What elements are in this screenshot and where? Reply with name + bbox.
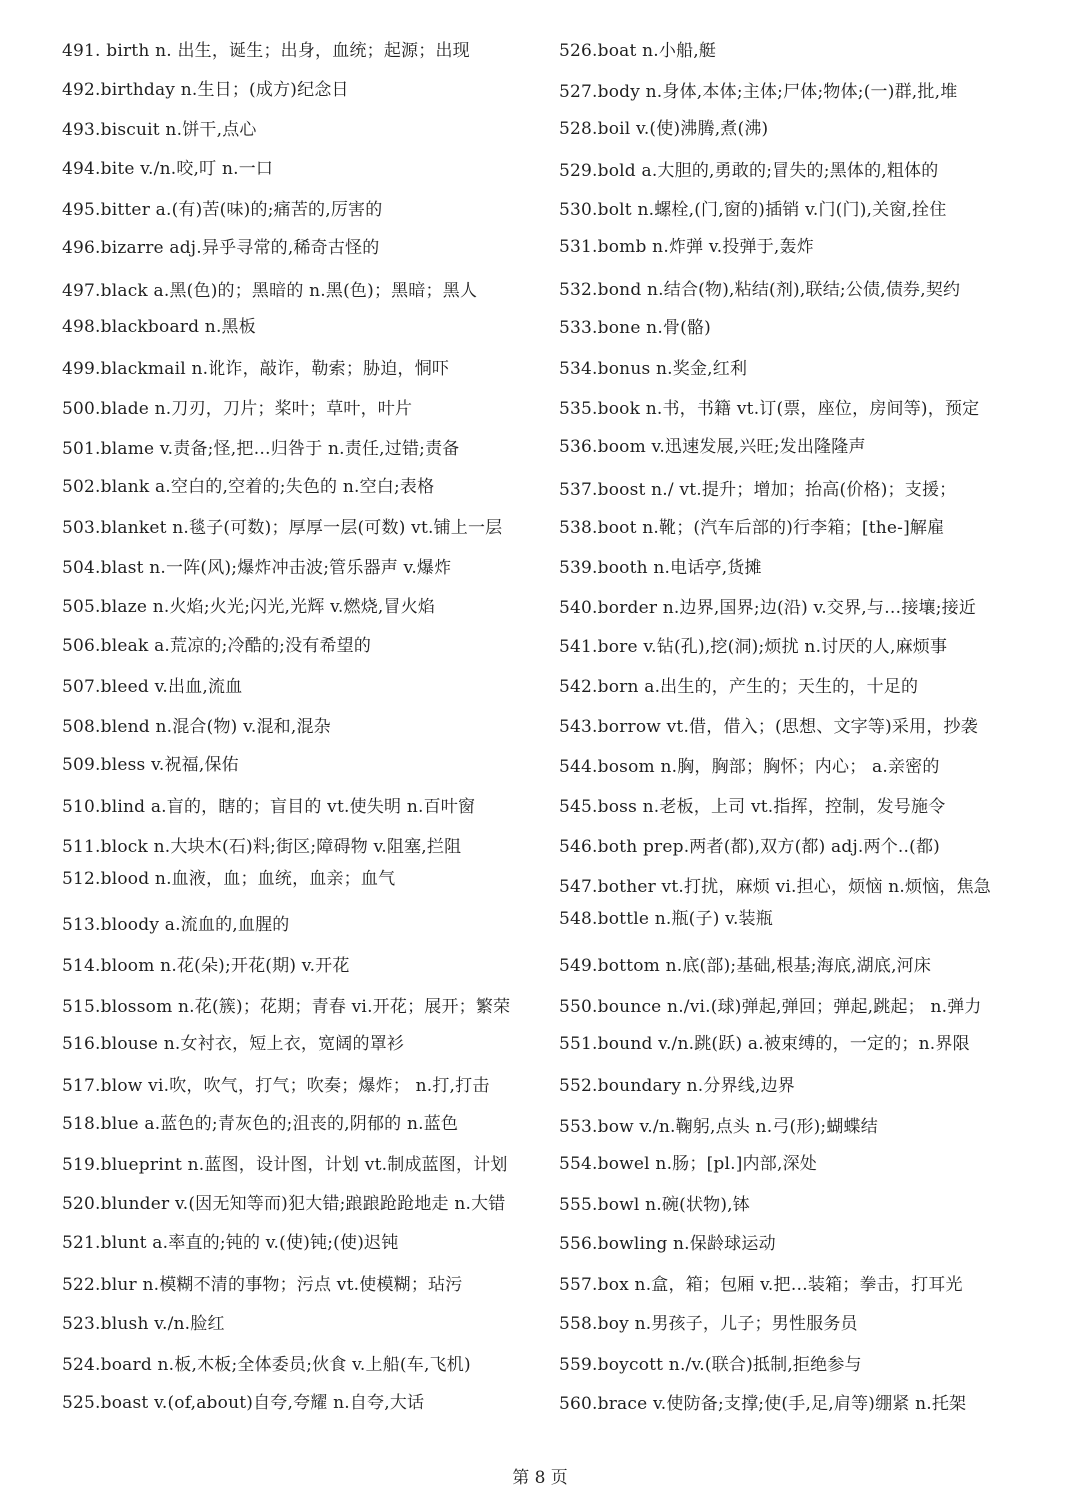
vocab-entry: 558.boy n.男孩子，儿子；男性服务员 [559, 1314, 858, 1334]
vocab-entry: 493.biscuit n.饼干,点心 [62, 120, 257, 140]
vocab-entry: 525.boast v.(of,about)自夸,夸耀 n.自夸,大话 [62, 1393, 425, 1413]
vocab-entry: 521.blunt a.率直的;钝的 v.(使)钝;(使)迟钝 [62, 1233, 399, 1253]
vocab-entry: 498.blackboard n.黑板 [62, 317, 256, 337]
vocab-entry: 523.blush v./n.脸红 [62, 1314, 225, 1334]
vocab-entry: 533.bone n.骨(骼) [559, 318, 711, 338]
vocab-entry: 510.blind a.盲的，瞎的；盲目的 vt.使失明 n.百叶窗 [62, 797, 476, 817]
vocab-entry: 538.boot n.靴；(汽车后部的)行李箱；[the-]解雇 [559, 518, 945, 538]
vocab-entry: 504.blast n.一阵(风);爆炸冲击波;管乐器声 v.爆炸 [62, 558, 452, 578]
vocab-entry: 499.blackmail n.讹诈，敲诈，勒索；胁迫，恫吓 [62, 359, 450, 379]
vocab-entry: 527.body n.身体,本体;主体;尸体;物体;(一)群,批,堆 [559, 82, 958, 102]
vocab-entry: 503.blanket n.毯子(可数)；厚厚一层(可数) vt.铺上一层 [62, 518, 503, 538]
vocab-entry: 514.bloom n.花(朵);开花(期) v.开花 [62, 956, 350, 976]
vocab-entry: 555.bowl n.碗(状物),钵 [559, 1195, 750, 1215]
vocab-entry: 549.bottom n.底(部);基础,根基;海底,湖底,河床 [559, 956, 932, 976]
vocab-entry: 556.bowling n.保龄球运动 [559, 1234, 776, 1254]
vocab-entry: 541.bore v.钻(孔),挖(洞);烦扰 n.讨厌的人,麻烦事 [559, 637, 948, 657]
vocab-entry: 518.blue a.蓝色的;青灰色的;沮丧的,阴郁的 n.蓝色 [62, 1114, 459, 1134]
vocab-entry: 526.boat n.小船,艇 [559, 41, 717, 61]
vocab-entry: 500.blade n.刀刃，刀片；桨叶；草叶，叶片 [62, 399, 413, 419]
vocab-entry: 545.boss n.老板，上司 vt.指挥，控制，发号施令 [559, 797, 946, 817]
vocab-entry: 515.blossom n.花(簇)；花期；青春 vi.开花；展开；繁荣 [62, 997, 511, 1017]
vocab-entry: 508.blend n.混合(物) v.混和,混杂 [62, 717, 331, 737]
vocab-entry: 552.boundary n.分界线,边界 [559, 1076, 795, 1096]
vocab-entry: 551.bound v./n.跳(跃) a.被束缚的，一定的；n.界限 [559, 1034, 970, 1054]
vocab-entry: 537.boost n./ vt.提升；增加；抬高(价格)；支援； [559, 480, 957, 500]
vocab-entry: 559.boycott n./v.(联合)抵制,拒绝参与 [559, 1355, 862, 1375]
vocab-entry: 560.brace v.使防备;支撑;使(手,足,肩等)绷紧 n.托架 [559, 1394, 967, 1414]
vocab-entry: 528.boil v.(使)沸腾,煮(沸) [559, 119, 769, 139]
vocab-entry: 534.bonus n.奖金,红利 [559, 359, 748, 379]
vocab-entry: 540.border n.边界,国界;边(沿) v.交界,与…接壤;接近 [559, 598, 977, 618]
vocab-entry: 505.blaze n.火焰;火光;闪光,光辉 v.燃烧,冒火焰 [62, 597, 436, 617]
vocab-entry: 532.bond n.结合(物),粘结(剂),联结;公债,债券,契约 [559, 280, 961, 300]
vocab-entry: 506.bleak a.荒凉的;冷酷的;没有希望的 [62, 636, 372, 656]
vocab-entry: 512.blood n.血液，血；血统，血亲；血气 [62, 869, 396, 889]
vocab-entry: 543.borrow vt.借，借入；(思想、文字等)采用，抄袭 [559, 717, 978, 737]
vocab-entry: 516.blouse n.女衬衣，短上衣，宽阔的罩衫 [62, 1034, 405, 1054]
vocab-entry: 530.bolt n.螺栓,(门,窗的)插销 v.门(门),关窗,拴住 [559, 200, 947, 220]
vocab-entry: 531.bomb n.炸弹 v.投弹于,轰炸 [559, 237, 814, 257]
vocab-entry: 509.bless v.祝福,保佑 [62, 755, 239, 775]
vocab-entry: 553.bow v./n.鞠躬,点头 n.弓(形);蝴蝶结 [559, 1117, 878, 1137]
vocab-entry: 495.bitter a.(有)苦(味)的;痛苦的,厉害的 [62, 200, 383, 220]
vocab-entry: 547.bother vt.打扰，麻烦 vi.担心，烦恼 n.烦恼，焦急 [559, 877, 991, 897]
vocab-entry: 501.blame v.责备;怪,把…归咎于 n.责任,过错;责备 [62, 439, 460, 459]
vocab-entry: 492.birthday n.生日；(成方)纪念日 [62, 80, 349, 100]
vocab-entry: 535.book n.书，书籍 vt.订(票，座位，房间等)，预定 [559, 399, 980, 419]
vocab-entry: 550.bounce n./vi.(球)弹起,弹回；弹起,跳起； n.弹力 [559, 997, 982, 1017]
vocab-entry: 548.bottle n.瓶(子) v.装瓶 [559, 909, 773, 929]
vocab-entry: 539.booth n.电话亭,货摊 [559, 558, 762, 578]
vocab-entry: 520.blunder v.(因无知等而)犯大错;踉踉跄跄地走 n.大错 [62, 1194, 506, 1214]
vocab-entry: 542.born a.出生的，产生的；天生的，十足的 [559, 677, 919, 697]
vocab-entry: 511.block n.大块木(石)料;街区;障碍物 v.阻塞,拦阻 [62, 837, 462, 857]
vocab-entry: 524.board n.板,木板;全体委员;伙食 v.上船(车,飞机) [62, 1355, 471, 1375]
vocab-entry: 529.bold a.大胆的,勇敢的;冒失的;黑体的,粗体的 [559, 161, 939, 181]
vocab-entry: 496.bizarre adj.异乎寻常的,稀奇古怪的 [62, 238, 380, 258]
vocab-entry: 502.blank a.空白的,空着的;失色的 n.空白;表格 [62, 477, 435, 497]
vocab-entry: 497.black a.黑(色)的；黑暗的 n.黑(色)；黑暗；黑人 [62, 281, 478, 301]
vocab-entry: 494.bite v./n.咬,叮 n.一口 [62, 159, 274, 179]
vocab-entry: 517.blow vi.吹，吹气，打气；吹奏；爆炸； n.打,打击 [62, 1076, 490, 1096]
vocab-entry: 546.both prep.两者(都),双方(都) adj.两个..(都) [559, 837, 941, 857]
vocab-entry: 519.blueprint n.蓝图，设计图，计划 vt.制成蓝图，计划 [62, 1155, 508, 1175]
page-number: 第 8 页 [512, 1468, 568, 1488]
vocab-entry: 522.blur n.模糊不清的事物；污点 vt.使模糊；玷污 [62, 1275, 463, 1295]
vocab-entry: 513.bloody a.流血的,血腥的 [62, 915, 290, 935]
vocab-entry: 557.box n.盒，箱；包厢 v.把…装箱；拳击，打耳光 [559, 1275, 963, 1295]
vocab-entry: 507.bleed v.出血,流血 [62, 677, 243, 697]
vocab-entry: 491. birth n. 出生，诞生；出身，血统；起源；出现 [62, 41, 470, 61]
vocab-entry: 554.bowel n.肠；[pl.]内部,深处 [559, 1154, 817, 1174]
vocab-entry: 544.bosom n.胸，胸部；胸怀；内心； a.亲密的 [559, 757, 940, 777]
vocab-entry: 536.boom v.迅速发展,兴旺;发出隆隆声 [559, 437, 866, 457]
